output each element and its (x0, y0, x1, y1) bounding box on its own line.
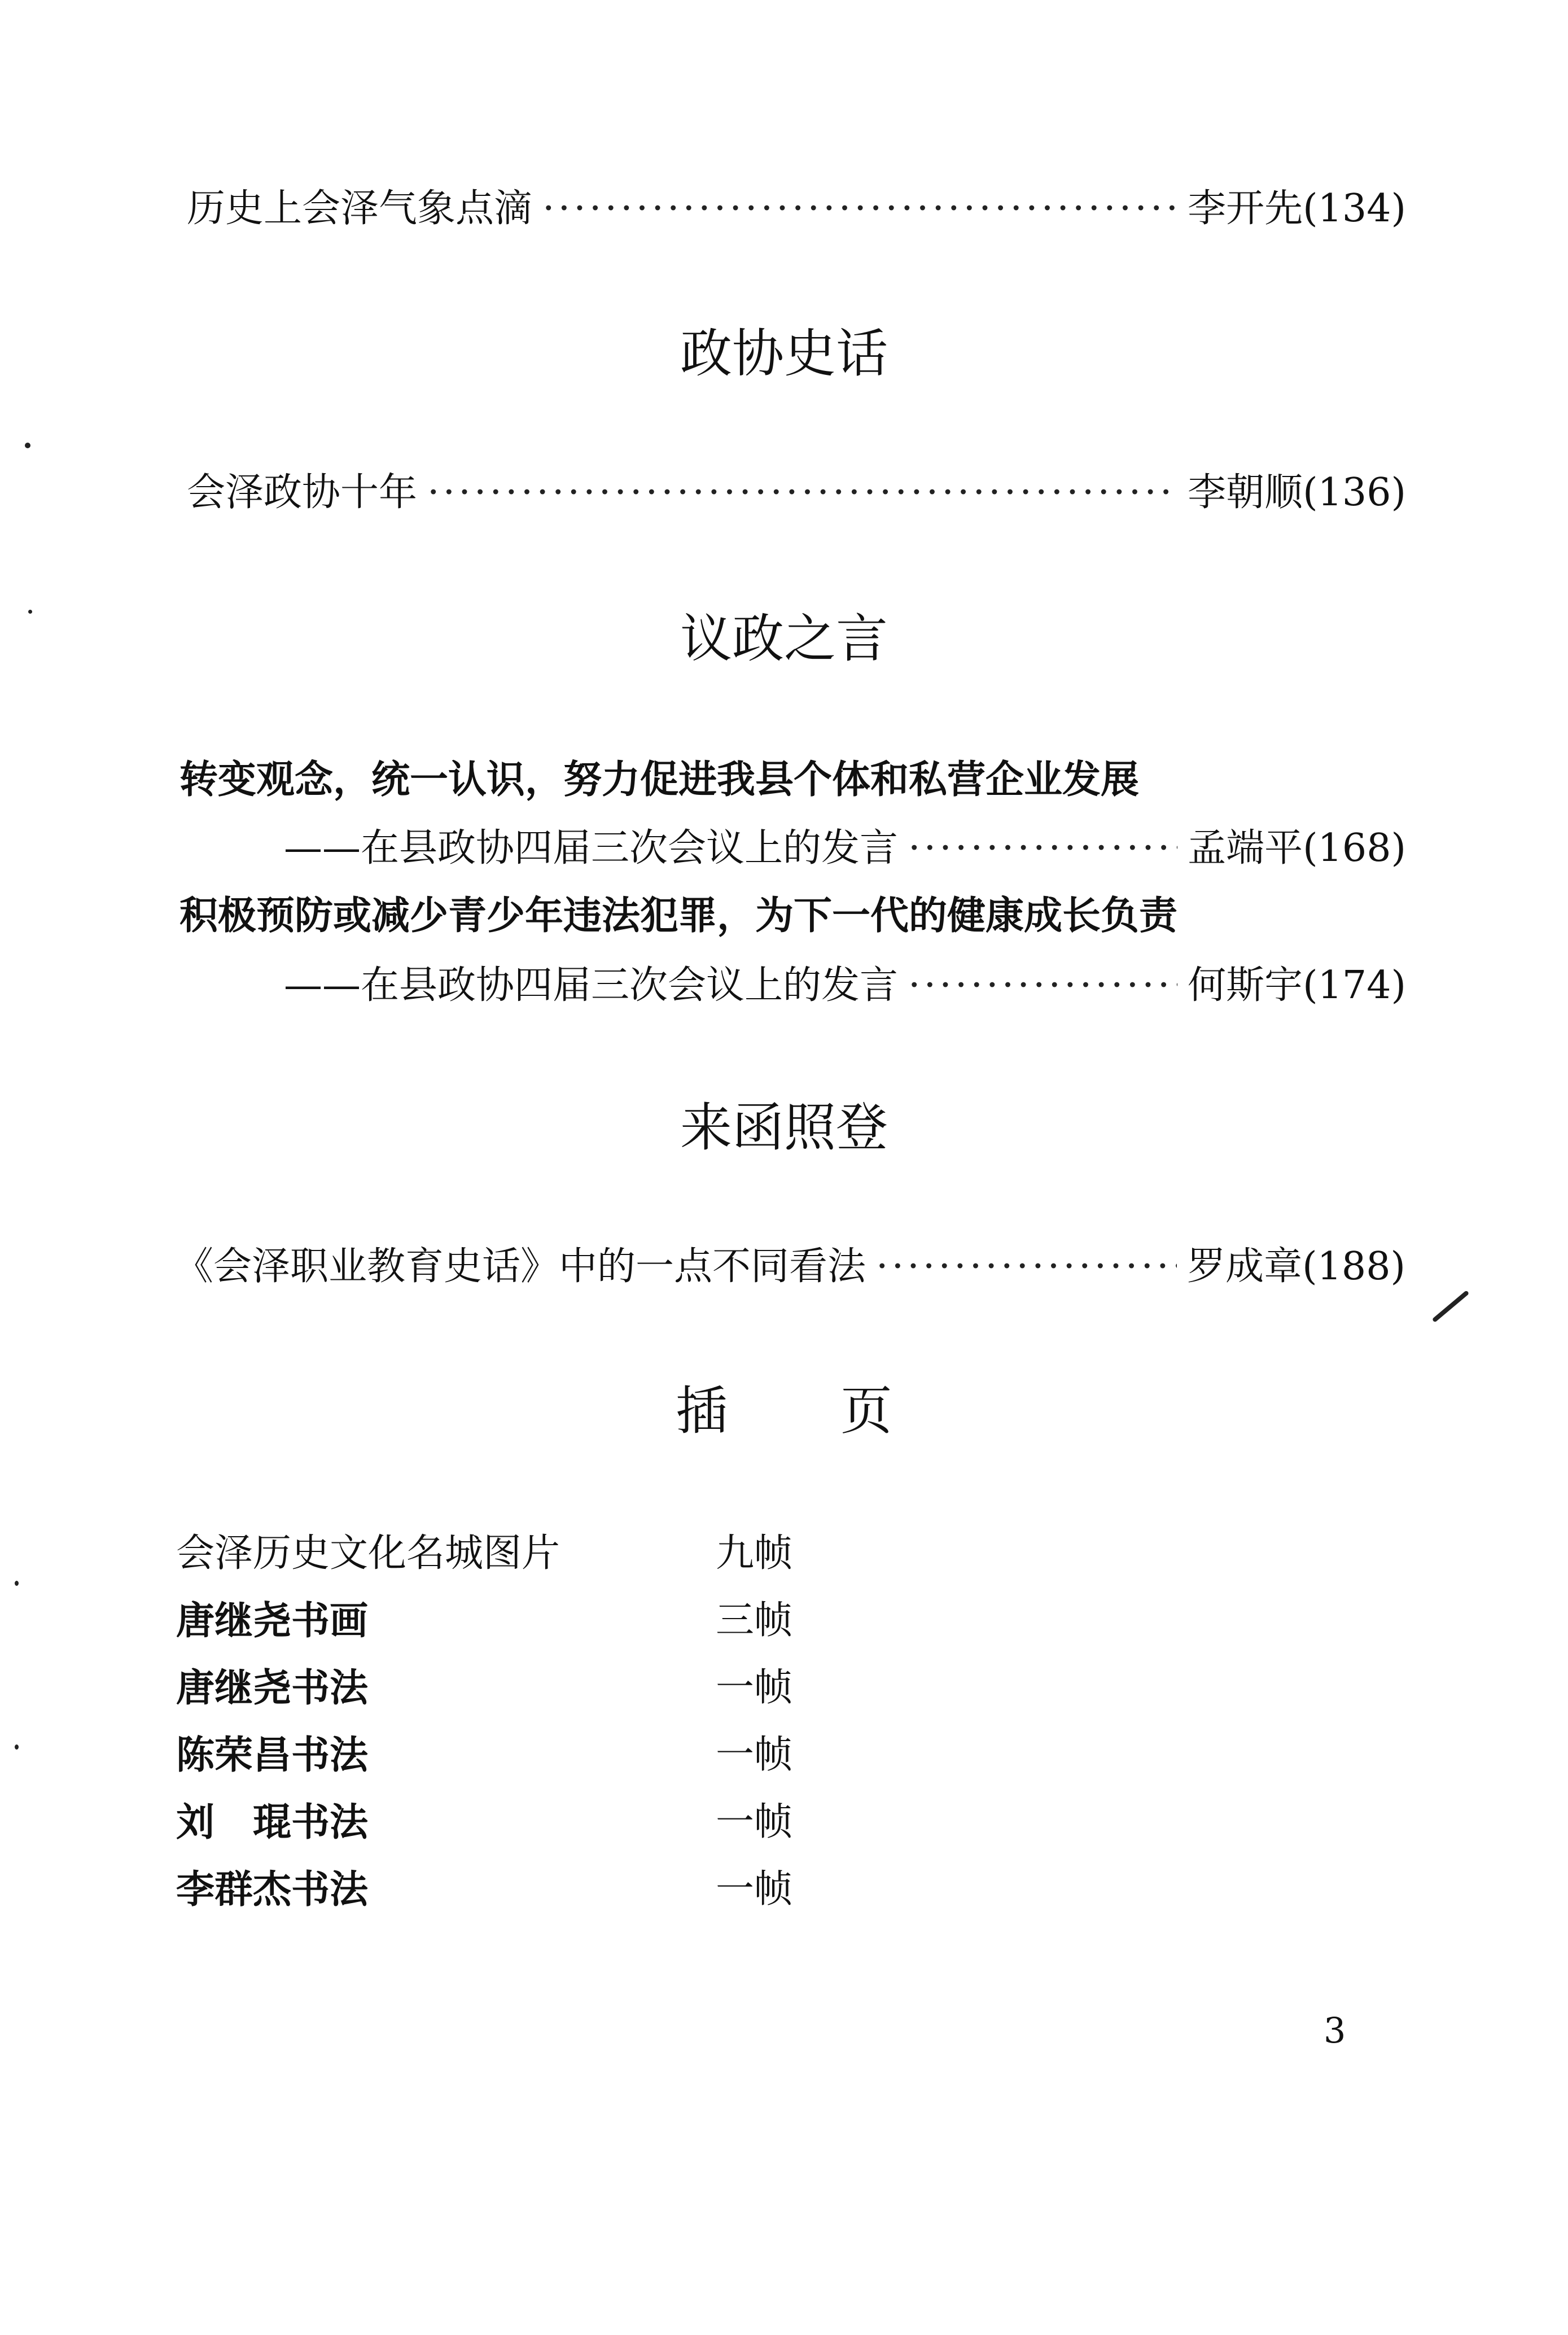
entry-author: 罗成章 (1187, 1244, 1303, 1289)
section-heading: 来函照登 (680, 1097, 888, 1158)
entry-page: (174) (1303, 963, 1406, 1008)
entry-title: 《会泽职业教育史话》中的一点不同看法 (175, 1244, 866, 1289)
entry-page: (134) (1303, 186, 1406, 231)
toc-entry (284, 823, 1406, 874)
insert-name: 唐继尧书画 (176, 1598, 369, 1643)
scan-speck (25, 443, 30, 448)
insert-name: 唐继尧书法 (176, 1665, 369, 1711)
entry-title: 转变观念，统一认识，努力促进我县个体和私营企业发展 (179, 757, 1140, 802)
entry-page: (188) (1302, 1244, 1405, 1289)
insert-count: 三帧 (716, 1598, 793, 1643)
entry-title: 积极预防或减少青少年违法犯罪，为下一代的健康成长负责 (179, 893, 1178, 938)
insert-count: 一帧 (716, 1800, 793, 1844)
entry-author: 何斯宇 (1188, 963, 1303, 1008)
entry-author: 李开先 (1188, 186, 1303, 231)
dot-leader (427, 467, 1177, 518)
entry-subtitle: ——在县政协四届三次会议上的发言 (284, 826, 899, 871)
toc-entry (187, 467, 1406, 518)
insert-count: 一帧 (716, 1867, 793, 1912)
entry-page: (168) (1303, 826, 1406, 871)
scan-speck (15, 1581, 19, 1586)
dot-leader (908, 823, 1177, 874)
section-heading: 政协史话 (680, 323, 888, 384)
insert-name: 刘 琨书法 (176, 1800, 369, 1845)
entry-author: 孟端平 (1188, 826, 1303, 871)
scan-mark (1432, 1290, 1469, 1323)
dot-leader (908, 960, 1177, 1011)
entry-page: (136) (1303, 470, 1406, 515)
inserts-heading: 插页 (676, 1381, 1005, 1441)
toc-entry (284, 960, 1406, 1011)
section-heading: 议政之言 (680, 609, 888, 669)
insert-name: 会泽历史文化名城图片 (176, 1531, 560, 1576)
insert-count: 九帧 (716, 1531, 793, 1576)
toc-entry (175, 1241, 1405, 1292)
entry-title: 会泽政协十年 (187, 470, 418, 515)
insert-count: 一帧 (716, 1733, 793, 1777)
entry-author: 李朝顺 (1188, 470, 1303, 515)
insert-name: 陈荣昌书法 (176, 1733, 369, 1778)
toc-entry (187, 183, 1406, 234)
insert-name: 李群杰书法 (176, 1867, 369, 1912)
dot-leader (876, 1241, 1177, 1292)
page-number: 3 (1324, 2010, 1346, 2051)
scan-speck (15, 1744, 19, 1750)
dot-leader (542, 183, 1177, 234)
scan-speck (28, 610, 32, 614)
insert-count: 一帧 (716, 1665, 793, 1710)
entry-title: 历史上会泽气象点滴 (187, 186, 533, 231)
entry-subtitle: ——在县政协四届三次会议上的发言 (284, 963, 899, 1008)
